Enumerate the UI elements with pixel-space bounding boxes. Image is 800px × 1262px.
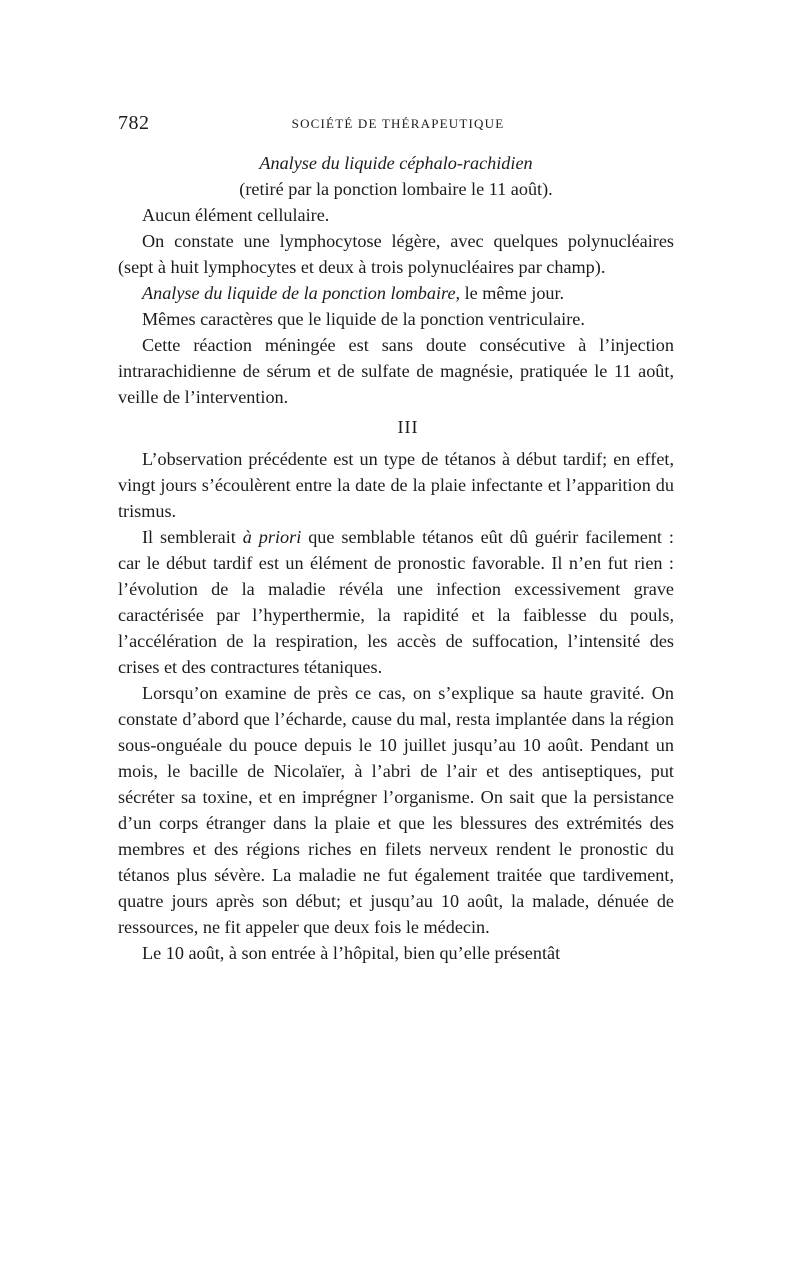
paragraph: Mêmes caractères que le liquide de la ponction ventriculaire. — [142, 309, 585, 329]
italic-phrase: Analyse du liquide de la ponction lombaire, — [142, 283, 461, 303]
paragraph: On constate une lymphocytose légère, avec quelques polynucléaires (sept à huit lymphocytes et deux à trois polynucléaires par champ). — [118, 231, 674, 277]
text-run: le même jour. — [460, 283, 565, 303]
paragraph: Lorsqu’on examine de près ce cas, on s’explique sa haute gravité. On constate d’abord que l’écharde, cause du mal, resta implantée dans la région sous-onguéale du pouce depuis le 10 juillet jusqu’au 10 août. Pendant un mois, le bacille de Nicolaïer, à l’abri de l’air et des antiseptiques, put sécréter sa toxine, et en imprégner l’organisme. On sait que la persistance d’un corps étranger dans la plaie et que les blessures des extrémités des membres et des régions riches en filets nerveux rendent le pronostic du tétanos plus sévère. La maladie ne fut également traitée que tardivement, quatre jours après son début; et jusqu’au 10 août, la malade, dénuée de ressources, ne fit appeler que deux fois le médecin. — [118, 683, 674, 937]
analysis-subheading: (retiré par la ponction lombaire le 11 août). — [239, 179, 553, 199]
section-number: III — [397, 417, 419, 437]
paragraph — [118, 280, 674, 306]
text-run: Il semblerait — [142, 527, 243, 547]
running-head: SOCIÉTÉ DE THÉRAPEUTIQUE — [291, 116, 505, 131]
paragraph: Le 10 août, à son entrée à l’hôpital, bien qu’elle présentât — [142, 943, 561, 963]
paragraph — [118, 524, 674, 680]
body-text — [118, 150, 674, 966]
paragraph: Aucun élément cellulaire. — [142, 205, 330, 225]
page-header — [118, 112, 678, 140]
page-number: 782 — [118, 112, 150, 134]
paragraph: Cette réaction méningée est sans doute consécutive à l’injection intrarachidienne de sérum et de sulfate de magnésie, pratiquée le 11 août, veille de l’intervention. — [118, 335, 674, 407]
italic-phrase: à priori — [242, 527, 302, 547]
text-run: que semblable tétanos eût dû guérir facilement : car le début tardif est un élément de pronostic favorable. Il n’en fut rien : l’évolution de la maladie révéla une infection excessivement grave caractérisée par l’hyperthermie, la rapidité et la faiblesse du pouls, l’accélération de la respiration, les accès de suffocation, l’intensité des crises et des contractures tétaniques. — [118, 527, 674, 677]
paragraph: L’observation précédente est un type de tétanos à début tardif; en effet, vingt jours s’écoulèrent entre la date de la plaie infectante et l’apparition du trismus. — [118, 449, 674, 521]
analysis-heading: Analyse du liquide céphalo-rachidien — [259, 153, 533, 173]
